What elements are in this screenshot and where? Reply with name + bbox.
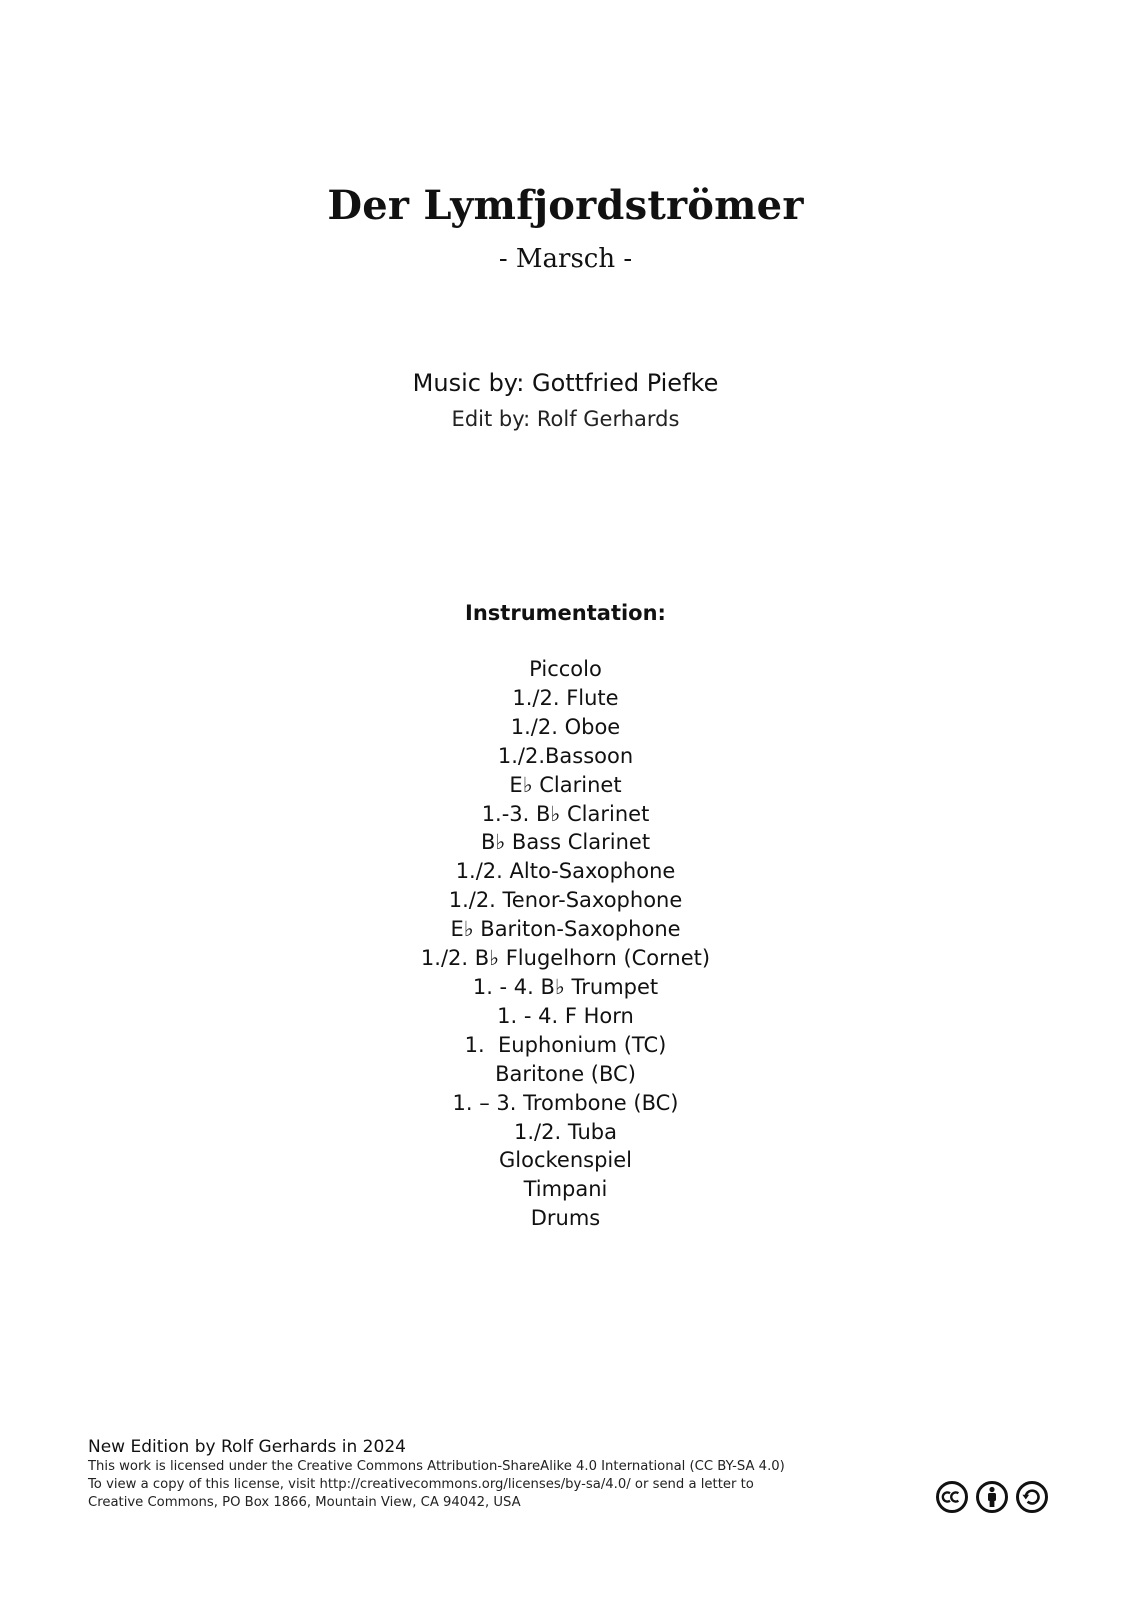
instrument-item: E♭ Bariton-Saxophone [450, 917, 681, 942]
edition-note: New Edition by Rolf Gerhards in 2024 [88, 1437, 406, 1457]
instrument-item: Timpani [523, 1177, 608, 1202]
instrument-item: 1./2.Bassoon [497, 743, 634, 768]
cc-license-badges [935, 1480, 1049, 1514]
by-icon [975, 1480, 1009, 1514]
instrument-item: Glockenspiel [498, 1148, 632, 1173]
instrumentation-heading: Instrumentation: [465, 601, 666, 625]
instrument-item: Piccolo [529, 657, 602, 681]
instrument-item: 1./2. Oboe [510, 714, 621, 739]
license-line: To view a copy of this license, visit http://creativecommons.org/licenses/by-sa/4.0/ or send a letter to [88, 1477, 754, 1492]
instrument-item: 1./2. Flute [512, 685, 619, 710]
instrument-item: 1. - 4. B♭ Trumpet [472, 974, 659, 999]
instrument-item: 1.-3. B♭ Clarinet [481, 801, 650, 826]
instrument-item: 1. – 3. Trombone (BC) [452, 1090, 679, 1115]
instrument-item: 1. Euphonium (TC) [464, 1032, 667, 1057]
instrument-item: 1. - 4. F Horn [497, 1003, 634, 1028]
instrument-item: 1./2. Tuba [514, 1119, 617, 1144]
instrumentation-list [0, 655, 1131, 1233]
footer [88, 1436, 928, 1512]
instrument-item: B♭ Bass Clarinet [480, 830, 651, 855]
instrument-item: 1./2. B♭ Flugelhorn (Cornet) [420, 946, 711, 971]
sa-icon [1015, 1480, 1049, 1514]
license-line: This work is licensed under the Creative Commons Attribution-ShareAlike 4.0 International (CC BY-SA 4.0) [88, 1459, 785, 1474]
cc-icon [935, 1480, 969, 1514]
license-line: Creative Commons, PO Box 1866, Mountain View, CA 94042, USA [88, 1495, 521, 1510]
page-title: Der Lymfjordströmer [327, 182, 804, 229]
instrument-item: Drums [530, 1206, 601, 1231]
instrument-item: 1./2. Alto-Saxophone [455, 859, 676, 884]
page-subtitle: - Marsch - [498, 244, 633, 274]
composer-credit: Music by: Gottfried Piefke [412, 369, 719, 397]
instrument-item: Baritone (BC) [495, 1061, 636, 1086]
instrument-item: 1./2. Tenor-Saxophone [448, 888, 683, 913]
instrument-item: E♭ Clarinet [509, 772, 622, 797]
editor-credit: Edit by: Rolf Gerhards [451, 407, 680, 431]
